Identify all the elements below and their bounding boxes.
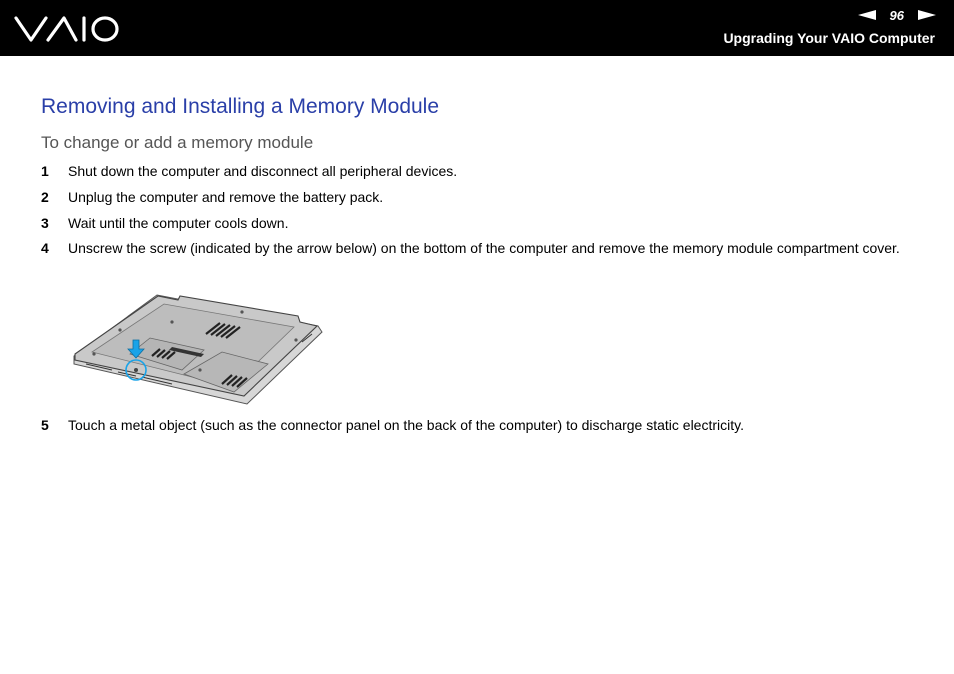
step-number: 2	[41, 189, 49, 205]
laptop-bottom-illustration	[72, 292, 326, 410]
triangle-left-icon[interactable]	[858, 10, 876, 20]
page-navigation	[858, 6, 936, 24]
section-title: Upgrading Your VAIO Computer	[723, 30, 935, 46]
page-number: 96	[889, 7, 904, 23]
step-text: Touch a metal object (such as the connector panel on the back of the computer) to discharge static electricity.	[68, 417, 744, 433]
vaio-logo	[14, 12, 120, 46]
step-number: 1	[41, 163, 49, 179]
step-number: 4	[41, 240, 49, 256]
procedure-subtitle: To change or add a memory module	[41, 133, 314, 152]
page-title: Removing and Installing a Memory Module	[41, 95, 440, 118]
step-text: Unplug the computer and remove the battery pack.	[68, 189, 384, 205]
step-number: 5	[41, 417, 49, 433]
page-header	[0, 0, 954, 56]
triangle-right-icon[interactable]	[918, 10, 936, 20]
step-number: 3	[41, 215, 49, 231]
step-text: Wait until the computer cools down.	[68, 215, 289, 231]
step-text: Unscrew the screw (indicated by the arrow below) on the bottom of the computer and remove the memory module compartment cover.	[68, 240, 900, 256]
step-text: Shut down the computer and disconnect all peripheral devices.	[68, 163, 458, 179]
